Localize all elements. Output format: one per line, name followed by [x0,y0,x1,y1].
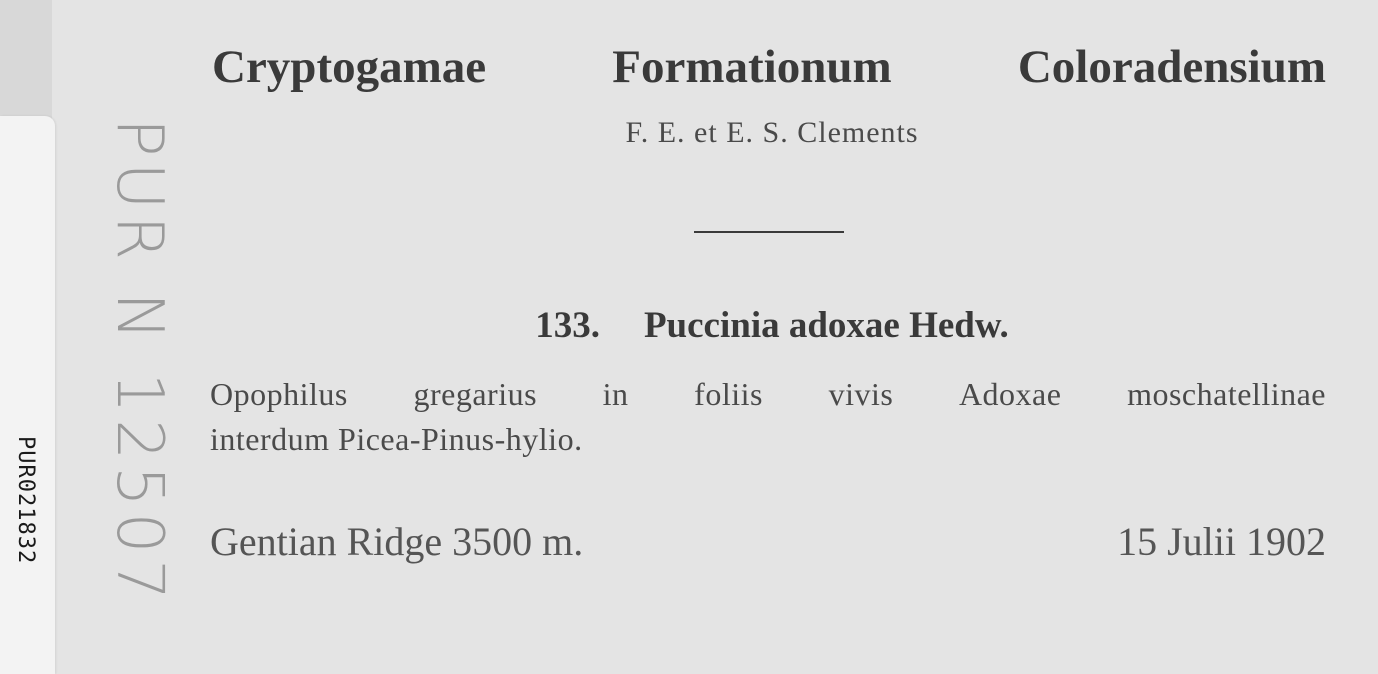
title-word: Cryptogamae [212,41,487,93]
description-word: foliis [694,376,763,412]
description-line: interdum Picea-Pinus-hylio. [210,421,583,457]
description-word: in [602,376,629,412]
description-word: gregarius [413,376,538,412]
description-word: Adoxae [958,376,1062,412]
description-word: moschatellinae [1127,376,1326,412]
divider-rule [694,231,844,233]
habitat-description [210,372,1326,462]
description-line [210,372,1326,417]
description-word: vivis [828,376,894,412]
title-word: Coloradensium [1017,41,1326,93]
barcode-number: PUR021832 [13,436,38,565]
handwritten-accession-number: PUR N 12507 [102,118,176,607]
species-name: Puccinia adoxae Hedw. [643,305,1009,346]
collector-authors: F. E. et E. S. Clements [625,116,919,149]
collection-locality: Gentian Ridge 3500 m. [210,519,584,564]
species-heading [0,304,1378,347]
collection-date: 15 Julii 1902 [1117,519,1326,564]
label-title [212,40,1326,94]
barcode-strip [0,116,55,674]
specimen-number: 133. [535,305,600,346]
description-word: Opophilus [210,376,348,412]
title-word: Formationum [612,41,892,93]
